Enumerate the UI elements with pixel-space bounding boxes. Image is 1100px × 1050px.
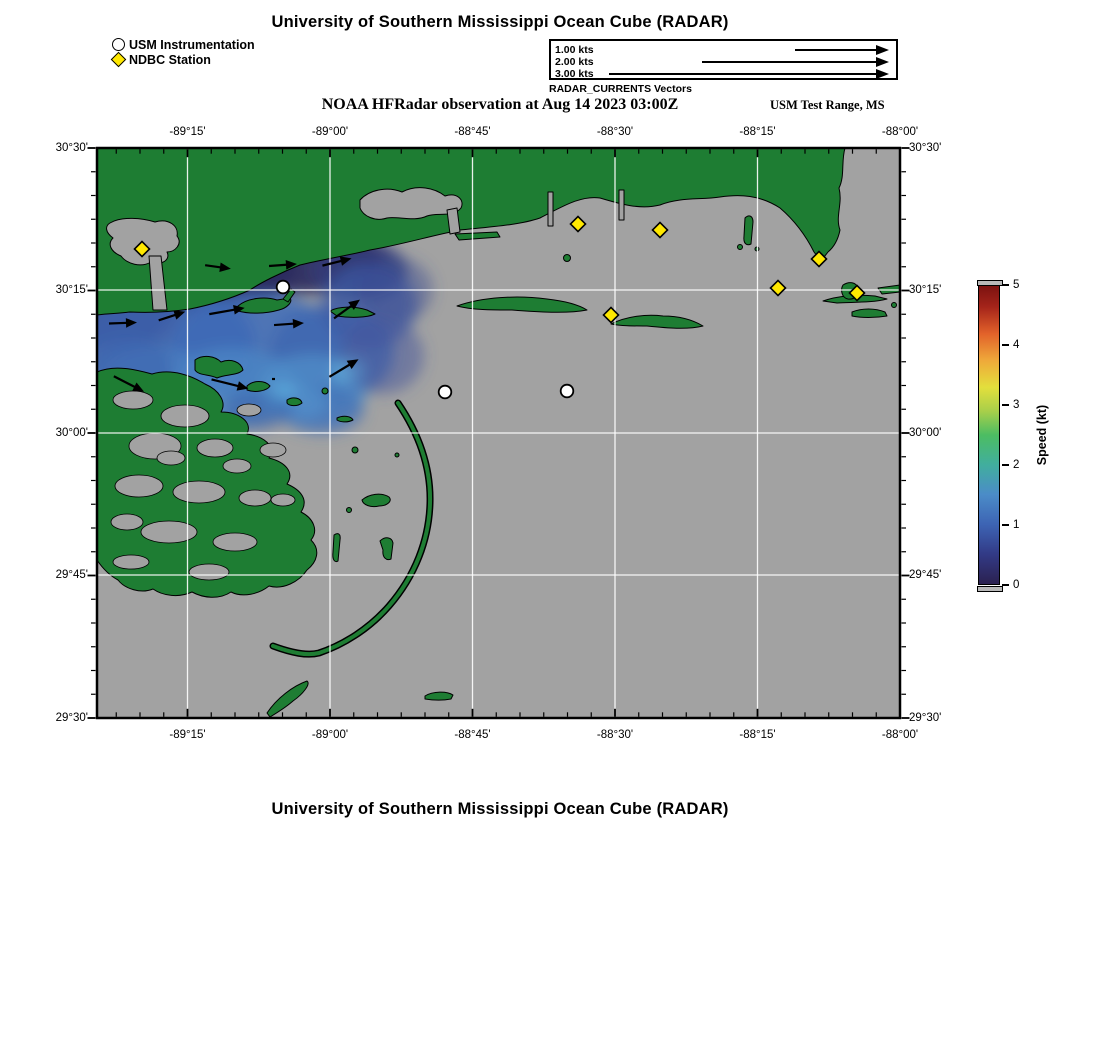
axis-label-lon-top: -88°00' <box>881 126 919 138</box>
pascagoula-islet <box>744 216 753 245</box>
axis-label-lat-right: 30°30' <box>909 142 942 154</box>
colorbar-tick-label: 3 <box>1013 399 1020 411</box>
colorbar-tick-label: 4 <box>1013 339 1020 351</box>
axis-label-lat-left: 30°30' <box>55 142 88 154</box>
vector-scale-label: 1.00 kts <box>555 43 594 56</box>
page-title: University of Southern Mississippi Ocean Cube (RADAR) <box>271 13 729 31</box>
speed-colorbar <box>978 285 1000 585</box>
axis-label-lon-bottom: -88°30' <box>596 729 634 741</box>
axis-label-lon-top: -88°45' <box>454 126 491 138</box>
axis-label-lat-right: 30°00' <box>909 427 942 439</box>
axis-label-lat-right: 29°45' <box>909 569 942 581</box>
round-island <box>564 255 571 262</box>
test-range-label: USM Test Range, MS <box>770 98 885 112</box>
axis-label-lon-bottom: -88°15' <box>739 729 776 741</box>
vector-scale-line <box>795 49 878 51</box>
colorbar-tick <box>1002 404 1009 406</box>
colorbar-tick <box>1002 464 1009 466</box>
colorbar-tick <box>1002 584 1009 586</box>
pascagoula-channel-2 <box>619 190 624 220</box>
vector-scale-caption: RADAR_CURRENTS Vectors <box>549 83 692 95</box>
colorbar-bottom-cap <box>977 586 1003 592</box>
colorbar-tick-label: 5 <box>1013 279 1020 291</box>
axis-label-lon-top: -88°15' <box>739 126 776 138</box>
usm-station-marker <box>439 386 452 399</box>
axis-label-lon-top: -88°30' <box>596 126 634 138</box>
colorbar-tick <box>1002 344 1009 346</box>
vector-scale-box <box>549 39 898 80</box>
page-title-bottom: University of Southern Mississippi Ocean Cube (RADAR) <box>271 800 729 818</box>
axis-label-lat-left: 29°30' <box>55 712 88 724</box>
usm-station-marker <box>561 385 574 398</box>
map-subtitle: NOAA HFRadar observation at Aug 14 2023 03:00Z <box>321 96 679 113</box>
pascagoula-channel-1 <box>548 192 553 226</box>
axis-label-lat-left: 30°00' <box>55 427 88 439</box>
vector-scale-arrowhead-icon <box>876 45 889 55</box>
vector-scale-line <box>609 73 878 75</box>
colorbar-tick <box>1002 524 1009 526</box>
vector-scale-label: 2.00 kts <box>555 55 594 68</box>
axis-label-lon-bottom: -89°15' <box>169 729 206 741</box>
axis-label-lon-bottom: -88°45' <box>454 729 491 741</box>
vector-scale-arrowhead-icon <box>876 69 889 79</box>
axis-label-lat-right: 30°15' <box>909 284 942 296</box>
usm-station-marker <box>277 281 290 294</box>
axis-label-lon-top: -89°15' <box>169 126 206 138</box>
vector-scale-arrowhead-icon <box>876 57 889 67</box>
legend-usm-label: USM Instrumentation <box>129 37 255 52</box>
legend-ndbc-row <box>112 52 255 67</box>
colorbar-tick <box>1002 284 1009 286</box>
map-canvas <box>97 148 900 718</box>
axis-label-lat-right: 29°30' <box>909 712 942 724</box>
axis-label-lon-top: -89°00' <box>311 126 349 138</box>
axis-label-lon-bottom: -88°00' <box>881 729 919 741</box>
colorbar-tick-label: 0 <box>1013 579 1020 591</box>
colorbar-tick-label: 2 <box>1013 459 1020 471</box>
legend-usm-row <box>112 37 255 52</box>
usm-circle-icon <box>112 38 125 51</box>
ndbc-diamond-icon <box>111 52 127 68</box>
axis-label-lat-left: 30°15' <box>55 284 88 296</box>
colorbar-title: Speed (kt) <box>1035 404 1049 466</box>
map-legend <box>112 37 255 67</box>
colorbar-top-cap <box>977 280 1003 286</box>
vector-scale-label: 3.00 kts <box>555 67 594 80</box>
axis-label-lat-left: 29°45' <box>55 569 88 581</box>
axis-label-lon-bottom: -89°00' <box>311 729 349 741</box>
colorbar-tick-label: 1 <box>1013 519 1020 531</box>
legend-ndbc-label: NDBC Station <box>129 52 211 67</box>
vector-scale-line <box>702 61 878 63</box>
